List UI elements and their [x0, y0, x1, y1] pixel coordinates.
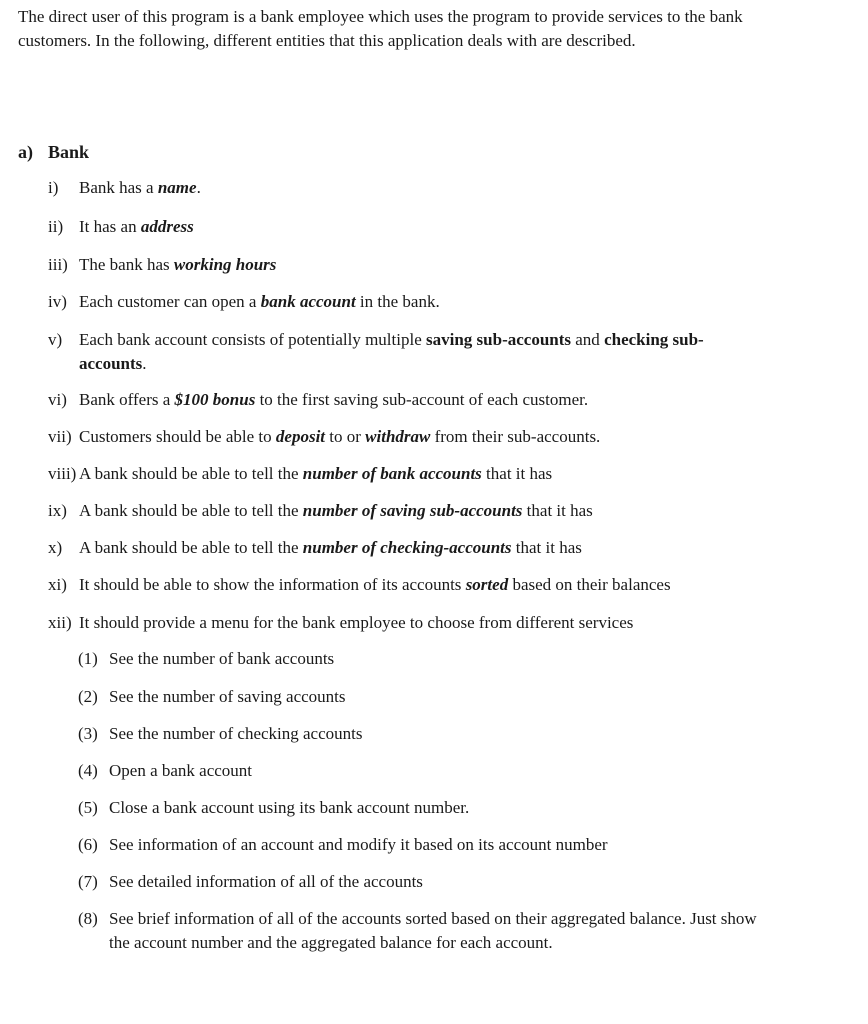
item-number: ix) [48, 501, 67, 520]
item-number: iii) [48, 255, 68, 274]
section-marker: a) [18, 142, 33, 162]
menu-option-text: Close a bank account using its bank account number. [109, 798, 470, 817]
menu-option-number: (1) [78, 649, 98, 668]
menu-option [78, 722, 778, 746]
menu-option-text: See the number of checking accounts [109, 724, 363, 743]
list-item [48, 611, 808, 635]
menu-option [78, 907, 778, 955]
list-item [48, 176, 808, 200]
menu-option-number: (6) [78, 835, 98, 854]
item-number: i) [48, 178, 59, 197]
list-item [48, 253, 808, 277]
menu-option-number: (3) [78, 724, 98, 743]
item-text: It should provide a menu for the bank employee to choose from different services [79, 613, 634, 632]
list-item [48, 328, 768, 376]
section-heading [18, 140, 89, 164]
menu-option-text: See the number of saving accounts [109, 687, 346, 706]
section-title: Bank [48, 142, 90, 162]
menu-option [78, 796, 778, 820]
list-item [48, 290, 808, 314]
item-number: v) [48, 330, 63, 349]
menu-option-text: Open a bank account [109, 761, 253, 780]
item-text: A bank should be able to tell the number of checking-accounts that it has [79, 538, 582, 557]
menu-option-number: (7) [78, 872, 98, 891]
item-text: Each bank account consists of potentially multiple saving sub-accounts and checking sub-accounts. [79, 330, 704, 373]
intro-paragraph: The direct user of this program is a bank employee which uses the program to provide services to the bank customers. In the following, different entities that this application deals with are described. [18, 7, 743, 50]
item-number: vi) [48, 390, 67, 409]
item-number: xi) [48, 575, 67, 594]
item-number: ii) [48, 217, 64, 236]
list-item [48, 536, 808, 560]
menu-option-text: See detailed information of all of the accounts [109, 872, 423, 891]
list-item [48, 388, 808, 412]
menu-option-text: See brief information of all of the accounts sorted based on their aggregated balance. Just show the account number and the aggregated balance for each account. [109, 909, 757, 952]
item-text: A bank should be able to tell the number of saving sub-accounts that it has [79, 501, 593, 520]
menu-option [78, 647, 778, 671]
menu-option-number: (4) [78, 761, 98, 780]
item-number: vii) [48, 427, 72, 446]
item-text: Customers should be able to deposit to or withdraw from their sub-accounts. [79, 427, 601, 446]
list-item [48, 573, 808, 597]
list-item [48, 425, 808, 449]
menu-option-number: (8) [78, 909, 98, 928]
menu-option-number: (5) [78, 798, 98, 817]
menu-option-text: See information of an account and modify it based on its account number [109, 835, 608, 854]
menu-option [78, 685, 778, 709]
list-item [48, 462, 808, 486]
item-text: Bank has a name. [79, 178, 201, 197]
item-text: Each customer can open a bank account in the bank. [79, 292, 440, 311]
menu-option-number: (2) [78, 687, 98, 706]
menu-option [78, 833, 778, 857]
item-number: viii) [48, 464, 77, 483]
item-text: Bank offers a $100 bonus to the first saving sub-account of each customer. [79, 390, 589, 409]
menu-option [78, 870, 778, 894]
item-number: x) [48, 538, 63, 557]
item-number: iv) [48, 292, 67, 311]
item-text: It has an address [79, 217, 194, 236]
item-text: A bank should be able to tell the number of bank accounts that it has [79, 464, 553, 483]
list-item [48, 215, 808, 239]
item-text: The bank has working hours [79, 255, 277, 274]
item-text: It should be able to show the information of its accounts sorted based on their balances [79, 575, 671, 594]
menu-option-text: See the number of bank accounts [109, 649, 335, 668]
item-number: xii) [48, 613, 72, 632]
list-item [48, 499, 808, 523]
menu-option [78, 759, 778, 783]
